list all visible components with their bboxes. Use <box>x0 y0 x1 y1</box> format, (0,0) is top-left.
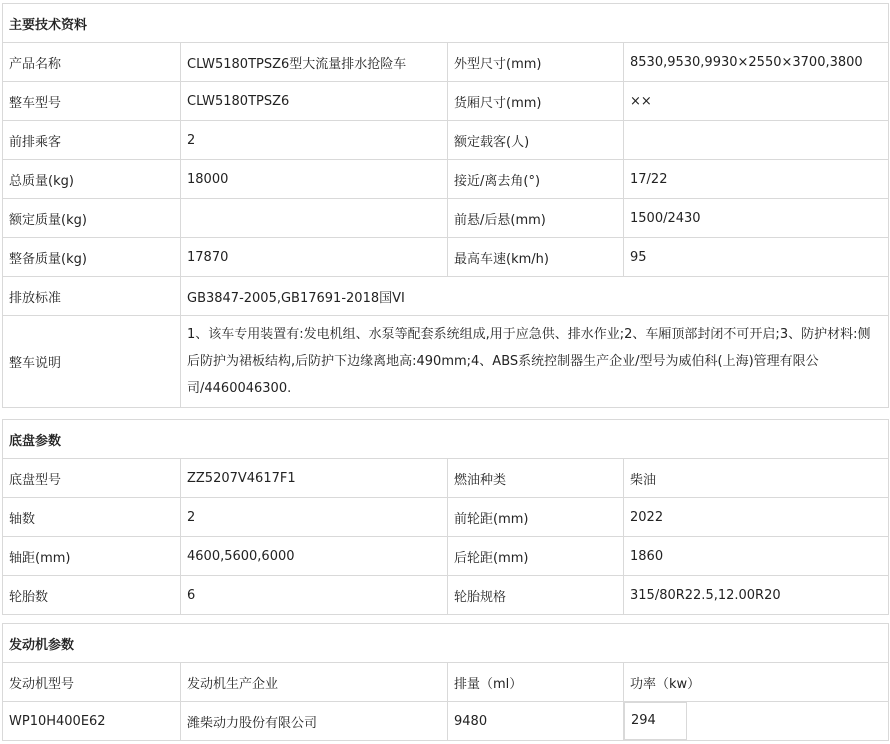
table-row <box>3 43 889 82</box>
value-cell: 潍柴动力股份有限公司 <box>181 702 448 741</box>
label-cell: 燃油种类 <box>448 459 624 498</box>
section-header-row <box>3 4 889 43</box>
table-row <box>3 498 889 537</box>
value-cell: 2022 <box>624 498 889 537</box>
label-cell: 轴数 <box>3 498 181 537</box>
value-cell: CLW5180TPSZ6 <box>181 82 448 121</box>
value-cell: 8530,9530,9930×2550×3700,3800 <box>624 43 889 82</box>
value-cell <box>181 199 448 238</box>
column-header: 排量（ml） <box>448 663 624 702</box>
label-cell: 轮胎规格 <box>448 576 624 615</box>
column-header: 发动机型号 <box>3 663 181 702</box>
section-header-row <box>3 624 889 663</box>
value-cell: 18000 <box>181 160 448 199</box>
value-cell: 2 <box>181 121 448 160</box>
label-cell: 前排乘客 <box>3 121 181 160</box>
label-cell: 前轮距(mm) <box>448 498 624 537</box>
label-cell: 后轮距(mm) <box>448 537 624 576</box>
table-row <box>3 537 889 576</box>
section-title-engine: 发动机参数 <box>3 624 889 663</box>
table-row <box>3 238 889 277</box>
section-title-chassis: 底盘参数 <box>3 420 889 459</box>
power-value: 294 <box>624 702 687 740</box>
label-cell: 外型尺寸(mm) <box>448 43 624 82</box>
label-cell: 排放标准 <box>3 277 181 316</box>
label-cell: 最高车速(km/h) <box>448 238 624 277</box>
chassis-table <box>2 419 889 615</box>
value-cell: GB3847-2005,GB17691-2018国VI <box>181 277 889 316</box>
table-row <box>3 277 889 316</box>
value-cell: WP10H400E62 <box>3 702 181 741</box>
label-cell: 轮胎数 <box>3 576 181 615</box>
label-cell: 额定质量(kg) <box>3 199 181 238</box>
engine-table <box>2 623 889 741</box>
label-cell: 轴距(mm) <box>3 537 181 576</box>
value-cell: CLW5180TPSZ6型大流量排水抢险车 <box>181 43 448 82</box>
value-cell: 17870 <box>181 238 448 277</box>
label-cell: 整备质量(kg) <box>3 238 181 277</box>
value-cell: 1500/2430 <box>624 199 889 238</box>
value-cell: 6 <box>181 576 448 615</box>
table-row <box>3 121 889 160</box>
main-tech-table <box>2 3 889 408</box>
value-cell: 2 <box>181 498 448 537</box>
notes-cell: 1、该车专用装置有:发电机组、水泵等配套系统组成,用于应急供、排水作业;2、车厢顶部封闭不可开启;3、防护材料:侧后防护为裙板结构,后防护下边缘离地高:490mm;4、ABS系统控制器生产企业/型号为威伯科(上海)管理有限公司/4460046300. <box>181 316 889 408</box>
value-cell: 9480 <box>448 702 624 741</box>
value-cell: 315/80R22.5,12.00R20 <box>624 576 889 615</box>
table-row <box>3 160 889 199</box>
value-cell: 95 <box>624 238 889 277</box>
label-cell: 产品名称 <box>3 43 181 82</box>
value-cell: 4600,5600,6000 <box>181 537 448 576</box>
value-cell <box>624 702 889 741</box>
label-cell: 底盘型号 <box>3 459 181 498</box>
label-cell: 整车说明 <box>3 316 181 408</box>
table-row <box>3 199 889 238</box>
table-row <box>3 459 889 498</box>
label-cell: 总质量(kg) <box>3 160 181 199</box>
value-cell: 1860 <box>624 537 889 576</box>
table-row <box>3 576 889 615</box>
table-row <box>3 702 889 741</box>
section-title-main: 主要技术资料 <box>3 4 889 43</box>
table-header-row <box>3 663 889 702</box>
section-header-row <box>3 420 889 459</box>
column-header: 功率（kw） <box>624 663 889 702</box>
table-row <box>3 316 889 408</box>
label-cell: 额定载客(人) <box>448 121 624 160</box>
column-header: 发动机生产企业 <box>181 663 448 702</box>
value-cell: ×× <box>624 82 889 121</box>
label-cell: 接近/离去角(°) <box>448 160 624 199</box>
value-cell <box>624 121 889 160</box>
label-cell: 整车型号 <box>3 82 181 121</box>
value-cell: 柴油 <box>624 459 889 498</box>
label-cell: 前悬/后悬(mm) <box>448 199 624 238</box>
value-cell: ZZ5207V4617F1 <box>181 459 448 498</box>
label-cell: 货厢尺寸(mm) <box>448 82 624 121</box>
value-cell: 17/22 <box>624 160 889 199</box>
table-row <box>3 82 889 121</box>
